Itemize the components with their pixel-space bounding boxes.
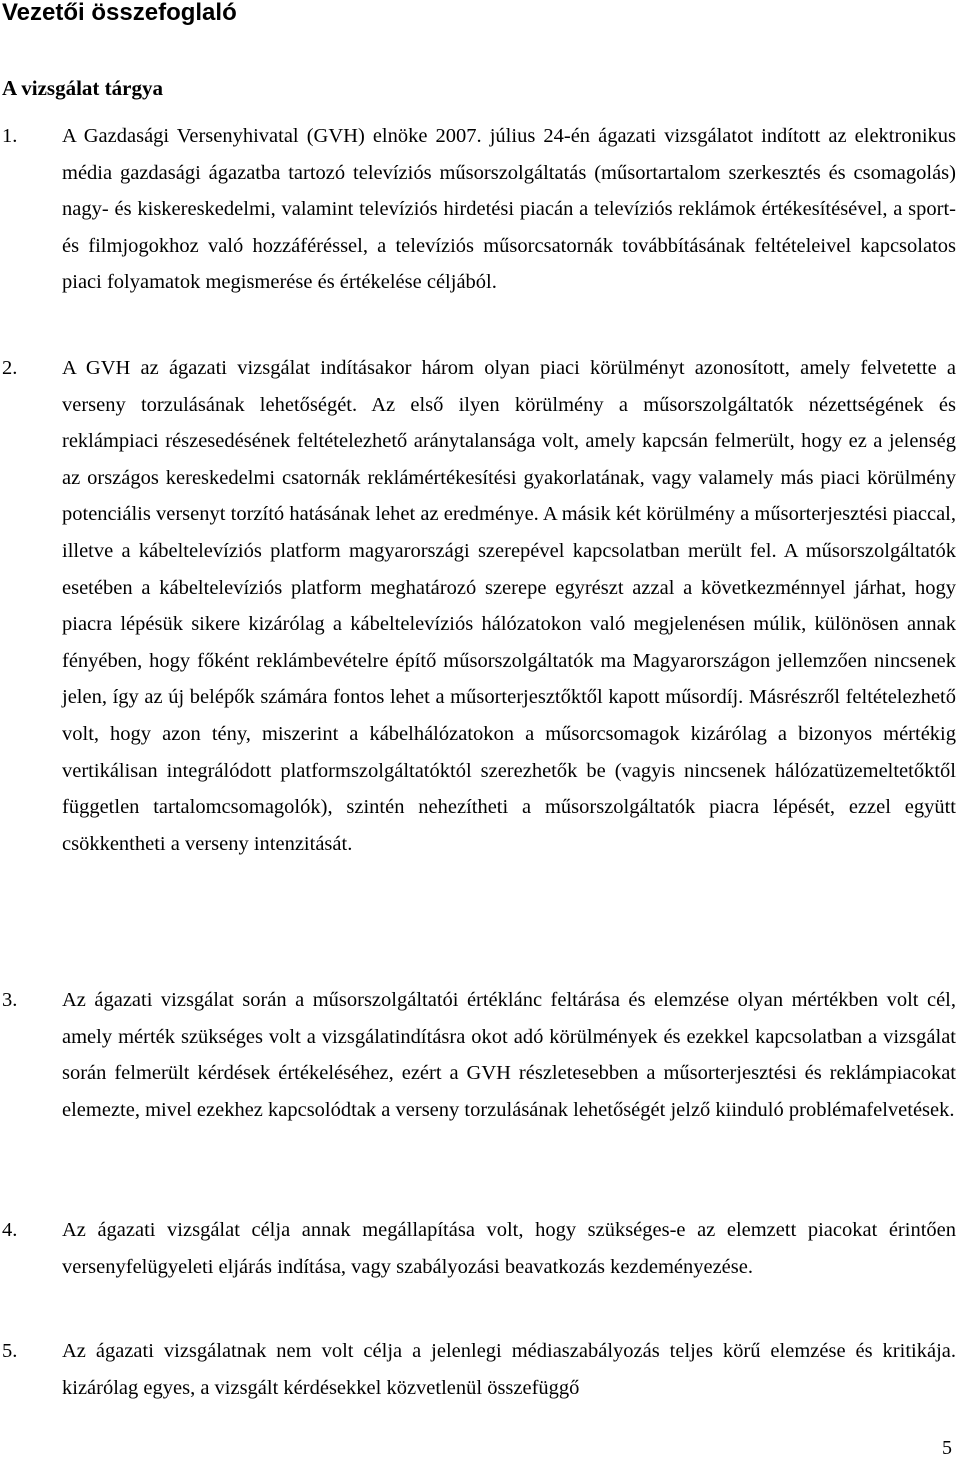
page-title: Vezetői összefoglaló (2, 0, 237, 26)
paragraph-5 (2, 1333, 956, 1406)
paragraph-number: 1. (2, 125, 18, 147)
paragraph-number: 3. (2, 989, 18, 1011)
paragraph-text: A Gazdasági Versenyhivatal (GVH) elnöke 2007. július 24-én ágazati vizsgálatot indított az elektronikus média gazdasági ágazatba tartozó televíziós műsorszolgáltatás (műsortartalom szerkesztés és csomagolás) nagy- és kiskereskedelmi, valamint televíziós hirdetési piacán a televíziós reklámok értékesítésével, a sport- és filmjogokhoz való hozzáféréssel, a televíziós műsorcsatornák továbbításának feltételeivel kapcsolatos piaci folyamatok megismerése és értékelése céljából. (62, 125, 956, 294)
paragraph-1 (2, 118, 956, 301)
paragraph-text: Az ágazati vizsgálatnak nem volt célja a jelenlegi médiaszabályozás teljes körű elemzése és kritikája. kizárólag egyes, a vizsgált kérdésekkel közvetlenül összefüggő (62, 1340, 956, 1399)
paragraph-text: Az ágazati vizsgálat során a műsorszolgáltatói értéklánc feltárása és elemzése olyan mértékben volt cél, amely mérték szükséges volt a vizsgálatindításra okot adó körülmények és ezekkel kapcsolatban a vizsgálat során felmerült kérdések értékeléséhez, ezért a GVH részletesebben a műsorterjesztési és reklámpiacokat elemezte, mivel ezekhez kapcsolódtak a verseny torzulásának lehetőségét jelző kiinduló problémafelvetések. (62, 989, 956, 1121)
paragraph-4 (2, 1212, 956, 1285)
paragraph-text: Az ágazati vizsgálat célja annak megállapítása volt, hogy szükséges-e az elemzett piacokat érintően versenyfelügyeleti eljárás indítása, vagy szabályozási beavatkozás kezdeményezése. (62, 1219, 956, 1278)
paragraph-number: 2. (2, 357, 18, 379)
paragraph-text: A GVH az ágazati vizsgálat indításakor három olyan piaci körülményt azonosított, amely felvetette a verseny torzulásának lehetőségét. Az első ilyen körülmény a műsorszolgáltatók nézettségének és reklámpiaci részesedésének feltételezhető aránytalansága volt, amely kapcsán felmerült, hogy ez a jelenség az országos kereskedelmi csatornák reklámértékesítési gyakorlatának, vagy valamely más piaci körülmény potenciális versenyt torzító hatásának lehet az eredménye. A másik két körülmény a műsorterjesztési piaccal, illetve a kábeltelevíziós platform magyarországi szerepével kapcsolatban merült fel. A műsorszolgáltatók esetében a kábeltelevíziós platform meghatározó szerepe egyrészt azzal a következménnyel járhat, hogy piacra lépésük sikere kizárólag a kábeltelevíziós hálózatokon való megjelenésen múlik, különösen annak fényében, hogy főként reklámbevételre építő műsorszolgáltatók ma Magyarországon jellemzően nincsenek jelen, így az új belépők számára fontos lehet a műsorterjesztőktől kapott műsordíj. Másrészről feltételezhető volt, hogy azon tény, miszerint a kábelhálózatokon a műsorcsomagok kizárólag a bizonyos mértékig vertikálisan integrálódott platformszolgáltatóktól szerezhetők be (vagyis nincsenek hálózatüzemeltetőktől független tartalomcsomagolók), szintén nehezítheti a műsorszolgáltatók piacra lépését, ezzel együtt csökkentheti a verseny intenzitását. (62, 357, 956, 855)
page-number: 5 (942, 1437, 952, 1459)
paragraph-number: 4. (2, 1219, 18, 1241)
section-heading: A vizsgálat tárgya (2, 76, 163, 100)
paragraph-number: 5. (2, 1340, 18, 1362)
paragraph-2 (2, 350, 956, 862)
paragraph-3 (2, 982, 956, 1128)
